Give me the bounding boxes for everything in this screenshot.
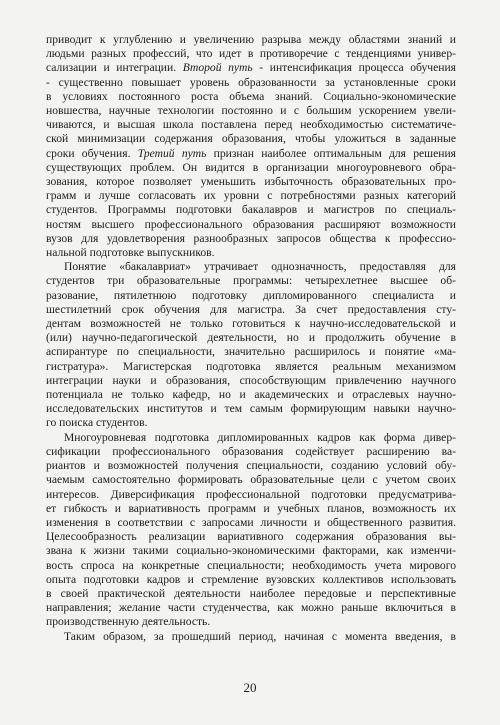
text-segment: риантов и возможностей получения специальности, созданию условий обу- [46,459,456,473]
text-segment: людьми разных профессий, что идет в противоречие с тенденциями универ- [46,47,456,61]
text-segment: (или) научно-педагогической деятельности, но и продолжить обучение в [46,331,456,345]
text-segment: - существенно повышает уровень образованности за установленные сроки [46,75,456,89]
paragraph [46,33,456,260]
text-line [46,630,456,644]
text-line [46,402,456,416]
text-line [46,90,456,104]
text-segment: нальной подготовке выпускников. [46,246,215,260]
text-segment: го поиска студентов. [46,416,148,430]
text-line [46,502,456,516]
text-line [46,132,456,146]
text-segment: студентов три образовательные программы: четырехлетнее высшее об- [46,274,456,288]
text-line [46,303,456,317]
text-line [46,488,456,502]
text-segment: существующих проблем. Он видится в организации многоуровневого обра- [46,160,456,174]
text-segment: разование, пятилетнюю подготовку дипломированного специалиста и [46,288,456,302]
italic-phrase: Третий путь [137,146,207,160]
text-line [46,530,456,544]
text-segment: производственную деятельность. [46,615,211,629]
text-line [46,360,456,374]
text-segment: в условиях постоянного роста объема знаний. Социально-экономические [46,89,456,103]
text-segment: аспирантуре по специальности, значительно расширилось и понятие «ма- [46,345,456,359]
text-line [46,246,456,260]
text-segment: исследовательских институтов и тем самым формирующим навыки научно- [46,402,456,416]
text-segment: зования, которое позволяет уменьшить избыточность образовательных про- [46,175,456,189]
text-segment: ской минимизации содержания образования, чтобы уложиться в заданные [46,132,456,146]
text-line [46,317,456,331]
text-line [46,416,456,430]
text-segment: Таким образом, за прошедший период, начиная с момента введения, в [64,629,456,643]
text-segment: приводит к углублению и увеличению разрыва между областями знаний и [46,33,456,46]
text-segment: звана к жизни такими социально-экономическими факторами, как изменчи- [46,544,456,558]
text-segment: Целесообразность реализации вариативного содержания образования вы- [46,530,456,544]
text-line [46,601,456,615]
text-segment: дентам возможностей не только готовиться к научно-исследовательской и [46,317,456,331]
text-line [46,615,456,629]
text-segment: грамм и лучше согласовать их уровни с потребностями разных категорий [46,189,456,203]
text-segment: сификации профессионального образования содействует расширению ва- [46,444,456,458]
text-line [46,331,456,345]
text-line [46,587,456,601]
text-segment: признан наиболее оптимальным для решения [206,146,456,160]
text-line [46,544,456,558]
text-segment: сализации и интеграции. [46,61,183,75]
text-line [46,218,456,232]
text-segment: шестилетний срок обучения для магистра. За счет предоставления сту- [46,302,456,316]
body-text [46,33,456,644]
text-line [46,473,456,487]
text-line [46,516,456,530]
text-line [46,189,456,203]
text-segment: вость спроса на конкретные специальности; необходимость учета мирового [46,558,456,572]
text-line [46,289,456,303]
text-line [46,445,456,459]
text-segment: опыта подготовки кадров и стремление вузовских коллективов использовать [46,572,456,586]
text-line [46,388,456,402]
text-line [46,260,456,274]
text-segment: интересов. Диверсификация профессиональной подготовки предусматрива- [46,487,456,501]
text-line [46,147,456,161]
text-segment: ностям высшего профессионального образования расширяют возможности [46,217,456,231]
text-line [46,76,456,90]
text-segment: Многоуровневая подготовка дипломированных кадров как форма дивер- [64,430,456,444]
text-segment: сроки обучения. [46,146,138,160]
paragraph [46,630,456,644]
text-line [46,47,456,61]
text-segment: интеграции науки и образования, способствующим привлечению научного [46,373,456,387]
text-line [46,232,456,246]
text-segment: потенциала не только кафедр, но и академических и отраслевых научно- [46,388,456,402]
text-line [46,161,456,175]
text-line [46,104,456,118]
italic-phrase: Второй путь [182,61,253,75]
text-line [46,459,456,473]
text-line [46,559,456,573]
paragraph [46,260,456,430]
text-segment: чаемым самостоятельно формировать образовательные цели с учетом своих [46,473,456,487]
text-line [46,61,456,75]
text-segment: студентов. Программы подготовки бакалавров и магистров по специаль- [46,203,456,217]
text-line [46,175,456,189]
text-segment: в своей практической деятельности наиболее передовые и перспективные [46,586,456,600]
text-line [46,274,456,288]
text-line [46,345,456,359]
text-segment: Понятие «бакалавриат» утрачивает однозначность, предоставляя для [64,260,456,274]
text-segment: вузов для удовлетворения разнообразных запросов общества к профессио- [46,231,456,245]
text-segment: новшества, научные технологии постоянно и с большим ускорением увели- [46,104,456,118]
text-segment: ет гибкость и вариативность программ и учебных планов, возможность их [46,501,456,515]
text-line [46,118,456,132]
text-line [46,203,456,217]
text-segment: направления; желание части студенчества, как можно раньше включиться в [46,601,456,615]
paragraph [46,431,456,630]
text-segment: чиваются, и высшая школа поставлена перед необходимостью систематиче- [46,118,456,132]
text-line [46,573,456,587]
text-segment: изменения в соответствии с запросами личности и общественного развития. [46,515,456,529]
text-segment: гистратура». Магистерская подготовка является реальным механизмом [46,359,456,373]
text-line [46,431,456,445]
text-segment: - интенсификация процесса обучения [252,61,456,75]
page-number: 20 [243,680,257,695]
text-line [46,374,456,388]
text-line [46,33,456,47]
